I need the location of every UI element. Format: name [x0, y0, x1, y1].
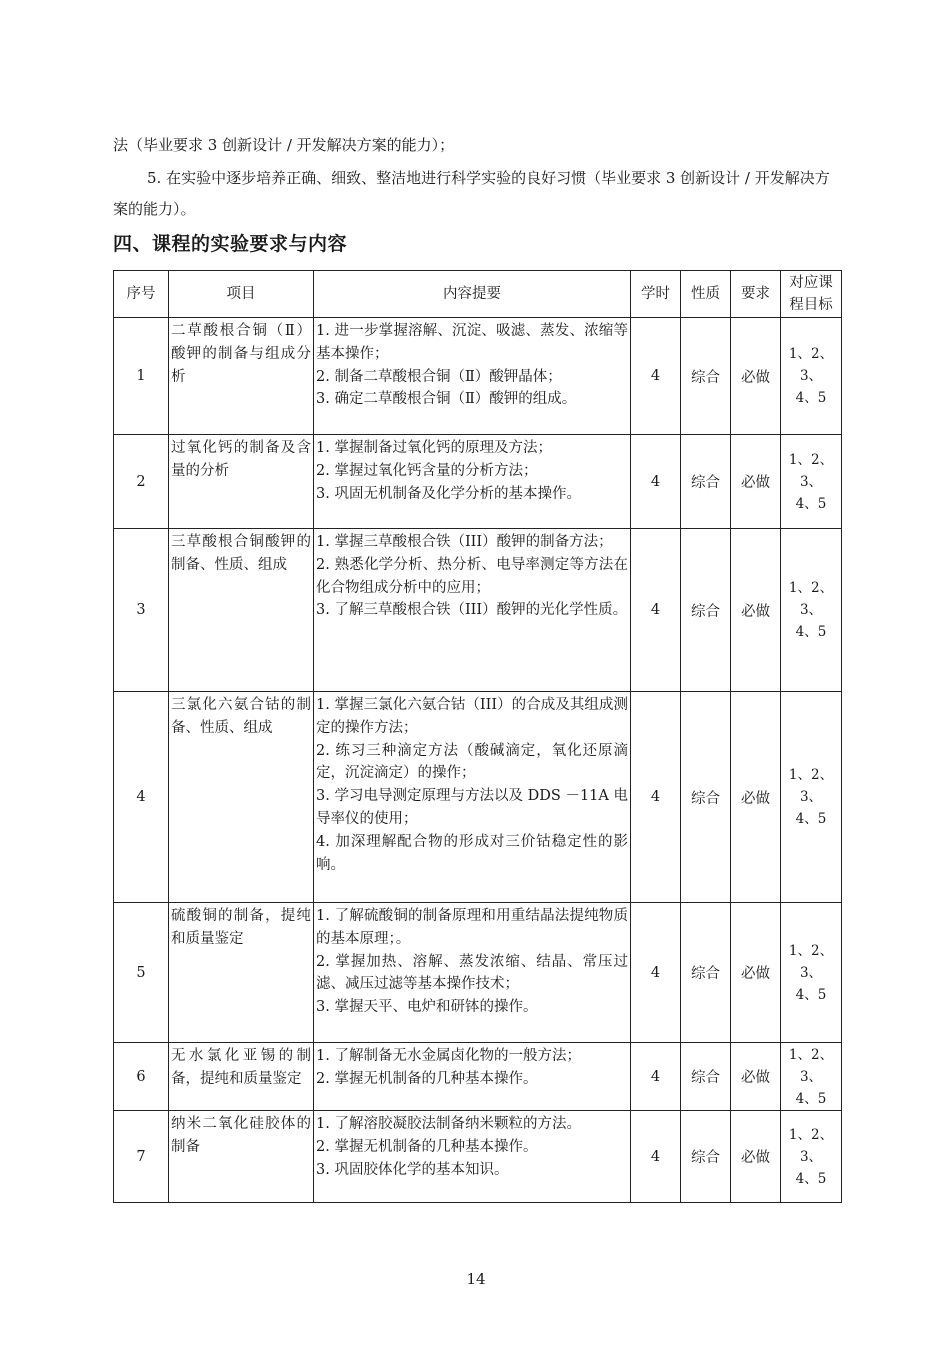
row-requirement: 必做: [731, 692, 781, 903]
row-goal: [781, 903, 842, 1043]
header-goal-line1: 对应课: [789, 275, 833, 291]
row-content: [314, 435, 631, 529]
row-nature: 综合: [681, 529, 731, 692]
row-requirement: 必做: [731, 1043, 781, 1111]
goal-line: 4、5: [795, 811, 827, 827]
goal-line: 1、2、3、: [788, 451, 834, 490]
goal-line: 4、5: [795, 390, 827, 406]
content-line: 2. 掌握无机制备的几种基本操作。: [316, 1070, 538, 1087]
goal-line: 1、2、3、: [788, 346, 834, 384]
goal-line: 1、2、3、: [788, 942, 834, 981]
content-line: 3. 学习电导测定原理与方法以及 DDS －11A 电导率仪的使用；: [316, 788, 628, 827]
row-project: 无水氯化亚锡的制备，提纯和质量鉴定: [169, 1043, 314, 1111]
experiment-table: [113, 270, 842, 1203]
content-line: 1. 了解溶胶凝胶法制备纳米颗粒的方法。: [316, 1116, 581, 1132]
goal-line: 1、2、3、: [788, 580, 834, 618]
header-goal: [781, 271, 842, 318]
row-hours: 4: [631, 692, 681, 903]
goal-line: 4、5: [795, 986, 827, 1003]
goal-line: 4、5: [795, 624, 827, 640]
row-goal: [781, 1111, 842, 1203]
row-nature: 综合: [681, 903, 731, 1043]
content-line: 3. 了解三草酸根合铁（III）酸钾的光化学性质。: [316, 602, 628, 619]
row-nature: 综合: [681, 1111, 731, 1203]
content-line: 1. 了解制备无水金属卤化物的一般方法；: [316, 1048, 581, 1064]
header-goal-line2: 程目标: [789, 297, 833, 313]
content-line: 3. 巩固无机制备及化学分析的基本操作。: [316, 485, 581, 502]
row-goal: [781, 435, 842, 529]
row-no: 4: [114, 692, 169, 903]
row-goal: [781, 529, 842, 692]
row-content: [314, 318, 631, 435]
row-requirement: 必做: [731, 1111, 781, 1203]
content-line: 1. 掌握制备过氧化钙的原理及方法；: [316, 440, 552, 456]
header-hours: 学时: [631, 271, 681, 318]
row-project: 纳米二氧化硅胶体的制备: [169, 1111, 314, 1203]
row-hours: 4: [631, 1111, 681, 1203]
row-nature: 综合: [681, 692, 731, 903]
content-line: 1. 掌握三氯化六氨合钴（III）的合成及其组成测定的操作方法；: [316, 697, 628, 736]
row-project: 三草酸根合铜酸钾的制备、性质、组成: [169, 529, 314, 692]
content-line: 2. 掌握过氧化钙含量的分析方法；: [316, 462, 538, 479]
row-goal: [781, 318, 842, 435]
table-row: [114, 692, 842, 903]
content-line: 2. 掌握加热、溶解、蒸发浓缩、结晶、常压过滤、减压过滤等基本操作技术；: [316, 953, 628, 993]
row-content: [314, 1043, 631, 1111]
row-content: [314, 1111, 631, 1203]
header-requirement: 要求: [731, 271, 781, 318]
row-no: 6: [114, 1043, 169, 1111]
row-requirement: 必做: [731, 435, 781, 529]
header-no: 序号: [114, 271, 169, 318]
paragraph-objective-5: 5. 在实验中逐步培养正确、细致、整洁地进行科学实验的良好习惯（毕业要求 3 创新设计 / 开发解决方案的能力）。: [113, 169, 830, 218]
row-hours: 4: [631, 529, 681, 692]
row-requirement: 必做: [731, 318, 781, 435]
content-line: 1. 进一步掌握溶解、沉淀、吸滤、蒸发、浓缩等基本操作；: [316, 323, 628, 362]
row-content: [314, 529, 631, 692]
row-requirement: 必做: [731, 529, 781, 692]
row-project: 过氧化钙的制备及含量的分析: [169, 435, 314, 529]
row-project: 硫酸铜的制备，提纯和质量鉴定: [169, 903, 314, 1043]
content-line: 2. 制备二草酸根合铜（Ⅱ）酸钾晶体；: [316, 368, 562, 385]
content-line: 4. 加深理解配合物的形成对三价钴稳定性的影响。: [316, 833, 628, 873]
row-no: 7: [114, 1111, 169, 1203]
content-line: 3. 掌握天平、电炉和研钵的操作。: [316, 999, 538, 1016]
header-project: 项目: [169, 271, 314, 318]
content-line: 2. 熟悉化学分析、热分析、电导率测定等方法在化合物组成分析中的应用；: [316, 556, 628, 596]
row-requirement: 必做: [731, 903, 781, 1043]
section-title: 四、课程的实验要求与内容: [113, 233, 348, 255]
content-line: 2. 练习三种滴定方法（酸碱滴定，氧化还原滴定，沉淀滴定）的操作；: [316, 742, 628, 782]
goal-line: 4、5: [795, 495, 827, 512]
row-no: 3: [114, 529, 169, 692]
row-nature: 综合: [681, 318, 731, 435]
row-hours: 4: [631, 1043, 681, 1111]
table-row: [114, 529, 842, 692]
row-hours: 4: [631, 318, 681, 435]
row-project: 三氯化六氨合钴的制备、性质、组成: [169, 692, 314, 903]
goal-line: 4、5: [795, 1090, 827, 1107]
content-line: 2. 掌握无机制备的几种基本操作。: [316, 1138, 538, 1155]
row-goal: [781, 692, 842, 903]
header-content: 内容提要: [314, 271, 631, 318]
table-row: [114, 1043, 842, 1111]
row-hours: 4: [631, 903, 681, 1043]
table-row: [114, 903, 842, 1043]
goal-line: 1、2、3、: [788, 1126, 834, 1165]
content-line: 1. 了解硫酸铜的制备原理和用重结晶法提纯物质的基本原理；。: [316, 908, 628, 947]
goal-line: 4、5: [795, 1170, 827, 1187]
row-project: 二草酸根合铜（Ⅱ）酸钾的制备与组成分析: [169, 318, 314, 435]
paragraph-continuation: 法（毕业要求 3 创新设计 / 开发解决方案的能力）；: [113, 136, 455, 154]
table-header-row: [114, 271, 842, 318]
goal-line: 1、2、3、: [788, 1046, 834, 1085]
row-no: 5: [114, 903, 169, 1043]
table-row: [114, 1111, 842, 1203]
table-row: [114, 318, 842, 435]
row-content: [314, 903, 631, 1043]
content-line: 1. 掌握三草酸根合铁（III）酸钾的制备方法；: [316, 534, 613, 550]
header-nature: 性质: [681, 271, 731, 318]
goal-line: 1、2、3、: [788, 767, 834, 805]
row-hours: 4: [631, 435, 681, 529]
content-line: 3. 确定二草酸根合铜（Ⅱ）酸钾的组成。: [316, 391, 577, 408]
row-no: 1: [114, 318, 169, 435]
row-content: [314, 692, 631, 903]
page-number: 14: [466, 1270, 486, 1288]
row-nature: 综合: [681, 1043, 731, 1111]
row-nature: 综合: [681, 435, 731, 529]
row-goal: [781, 1043, 842, 1111]
table-row: [114, 435, 842, 529]
row-no: 2: [114, 435, 169, 529]
content-line: 3. 巩固胶体化学的基本知识。: [316, 1161, 509, 1178]
